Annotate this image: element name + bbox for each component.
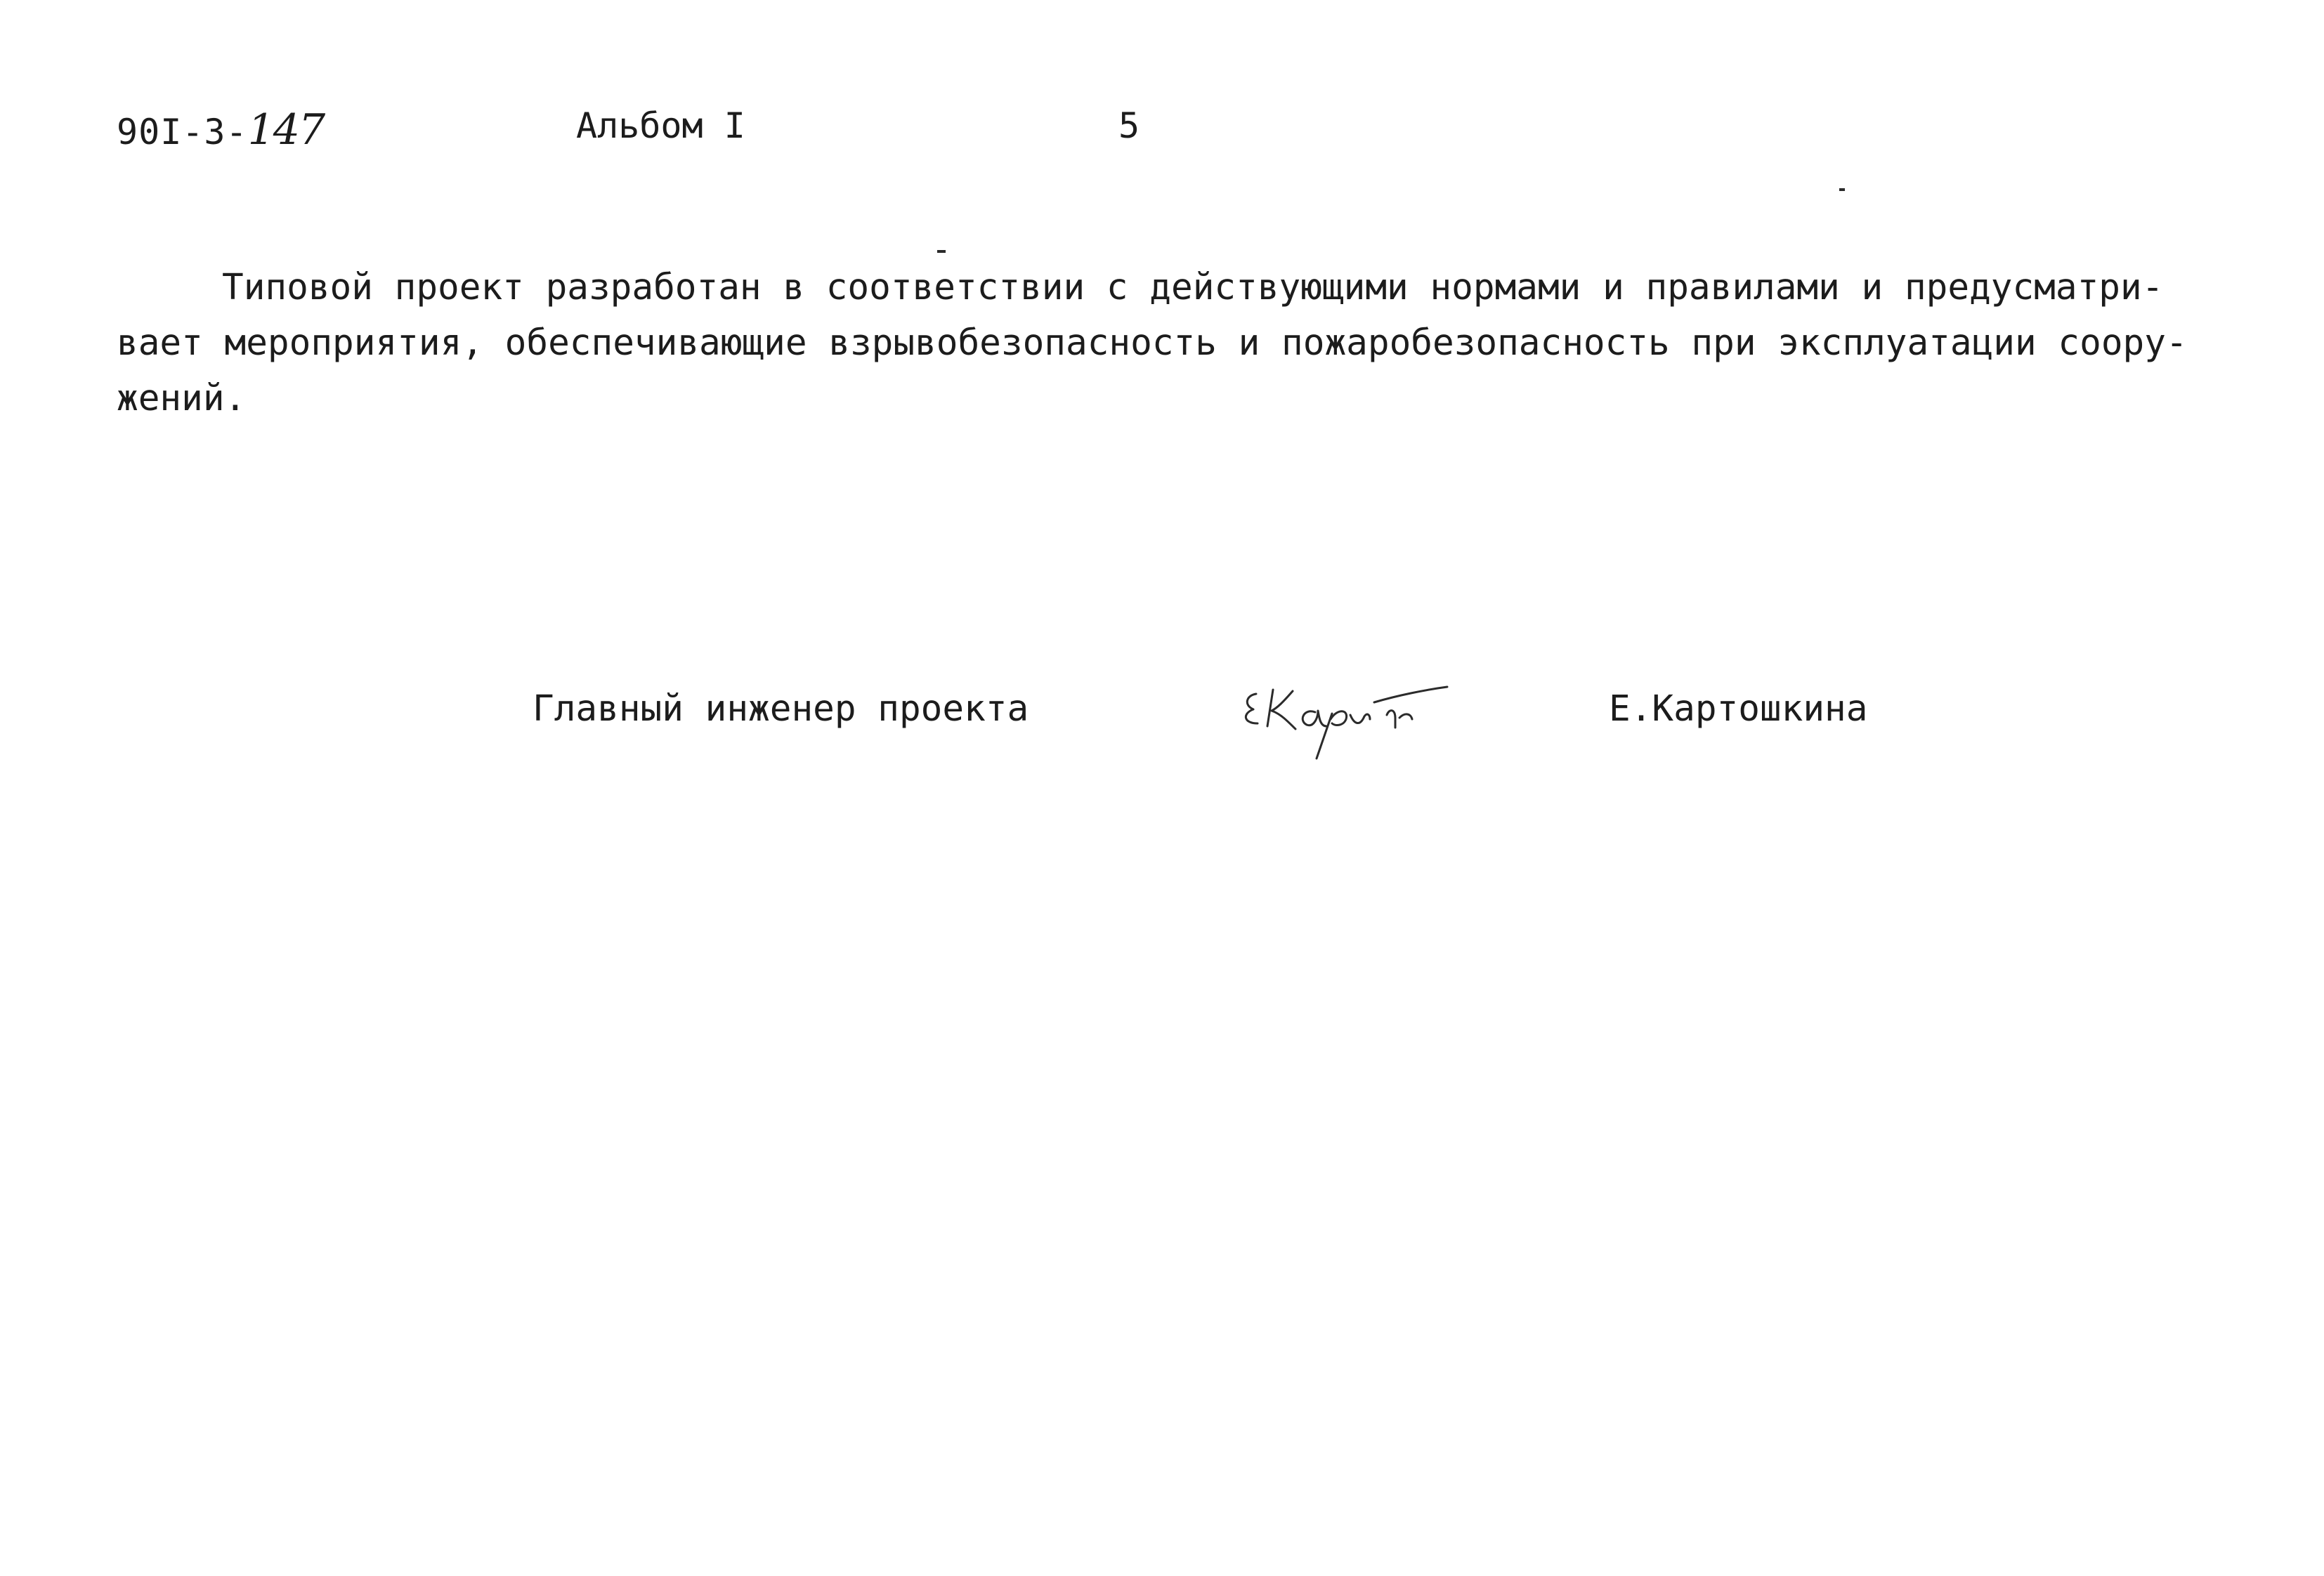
paragraph-line: вает мероприятия, обеспечивающие взрывобезопасность и пожаробезопасность при эксплуатации соору- xyxy=(117,322,2188,364)
document-code xyxy=(117,105,324,155)
document-code-prefix: 90I-3- xyxy=(117,112,248,152)
signer-name: Е.Картошкина xyxy=(1609,688,1868,730)
album-label: Альбом I xyxy=(576,105,745,146)
paragraph-line: Типовой проект разработан в соответствии с действующими нормами и правилами и предусматри- xyxy=(222,267,2164,308)
paragraph-line: жений. xyxy=(117,378,247,419)
document-code-handwritten-number: 147 xyxy=(247,105,325,155)
body-paragraph xyxy=(117,260,2217,426)
scan-artifact xyxy=(1839,188,1845,191)
handwritten-signature xyxy=(1236,674,1489,766)
scan-artifact xyxy=(937,250,946,253)
signature-hidden-text: ЕКарт xyxy=(1236,759,1258,766)
signer-title: Главный инженер проекта xyxy=(533,688,1029,730)
signature-block xyxy=(0,674,2324,773)
page-number: 5 xyxy=(1118,105,1140,146)
